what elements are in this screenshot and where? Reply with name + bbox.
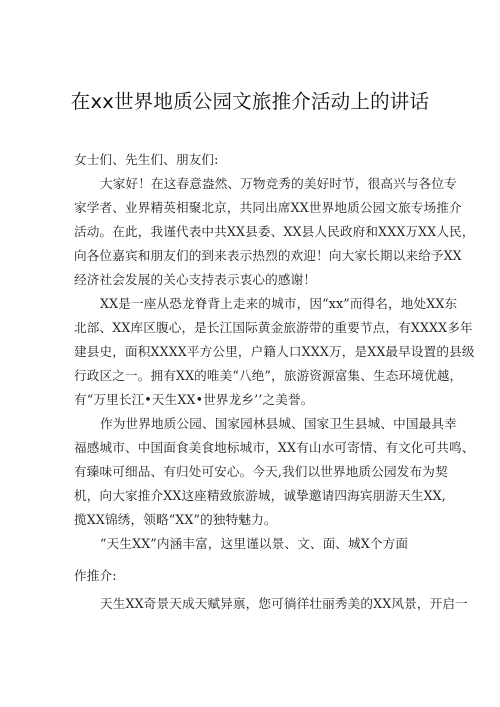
paragraph-line: 家学者、业界精英相聚北京，共同出席XX世界地质公园文旅专场推介 <box>74 200 462 215</box>
paragraph-line: “天生XX”内涵丰富，这里谨以景、文、面、城X个方面 <box>100 536 409 551</box>
paragraph-line: 活动。在此，我谨代表中共XX县委、XX县人民政府和XXX万XX人民， <box>74 224 475 239</box>
paragraph-line: 向各位嘉宾和朋友们的到来表示热烈的欢迎！向大家长期以来给予XX <box>74 248 462 263</box>
paragraph-line: 北部、XX库区腹心，是长江国际黄金旅游带的重要节点，有XXXX多年 <box>74 320 473 335</box>
paragraph-line: 作为世界地质公园、国家园林县城、国家卫生县城、中国最具幸 <box>100 416 457 431</box>
paragraph-line: 经济社会发展的关心支持表示衷心的感谢！ <box>74 272 317 287</box>
paragraph-line: 机，向大家推介XX这座精致旅游城，诚挚邀请四海宾朋游天生XX, <box>74 488 446 503</box>
paragraph-line: 天生XX奇景天成天赋异禀，您可徜徉壮丽秀美的XX风景，开启一 <box>100 596 468 611</box>
paragraph-line: 建县史，面积XXXX平方公里，户籍人口XXX万，是XX最早设置的县级 <box>74 344 475 359</box>
paragraph-line: 大家好！在这春意盎然、万物竞秀的美好时节，很高兴与各位专 <box>100 176 457 191</box>
paragraph-line: 有臻味可细品、有归处可安心。今天,我们以世界地质公园发布为契 <box>74 464 448 479</box>
paragraph-line: 揽XX锦绣，领略“XX”的独特魅力。 <box>74 512 277 527</box>
paragraph-line: 福感城市、中国面食美食地标城市，XX有山水可寄情、有文化可共鸣、 <box>74 440 475 455</box>
paragraph-line: 作推介: <box>74 568 117 583</box>
paragraph-line: 有“万里长江•天生XX•世界龙乡’’之美誉。 <box>74 392 314 407</box>
document-title: 在xx世界地质公园文旅推介活动上的讲话 <box>70 90 430 113</box>
salutation: 女士们、先生们、朋友们: <box>74 152 219 167</box>
paragraph-line: 行政区之一。拥有XX的唯美“八绝”，旅游资源富集、生态环境优越， <box>74 368 463 383</box>
paragraph-line: XX是一座从恐龙脊背上走来的城市，因“xx”而得名，地处XX东 <box>100 296 458 311</box>
